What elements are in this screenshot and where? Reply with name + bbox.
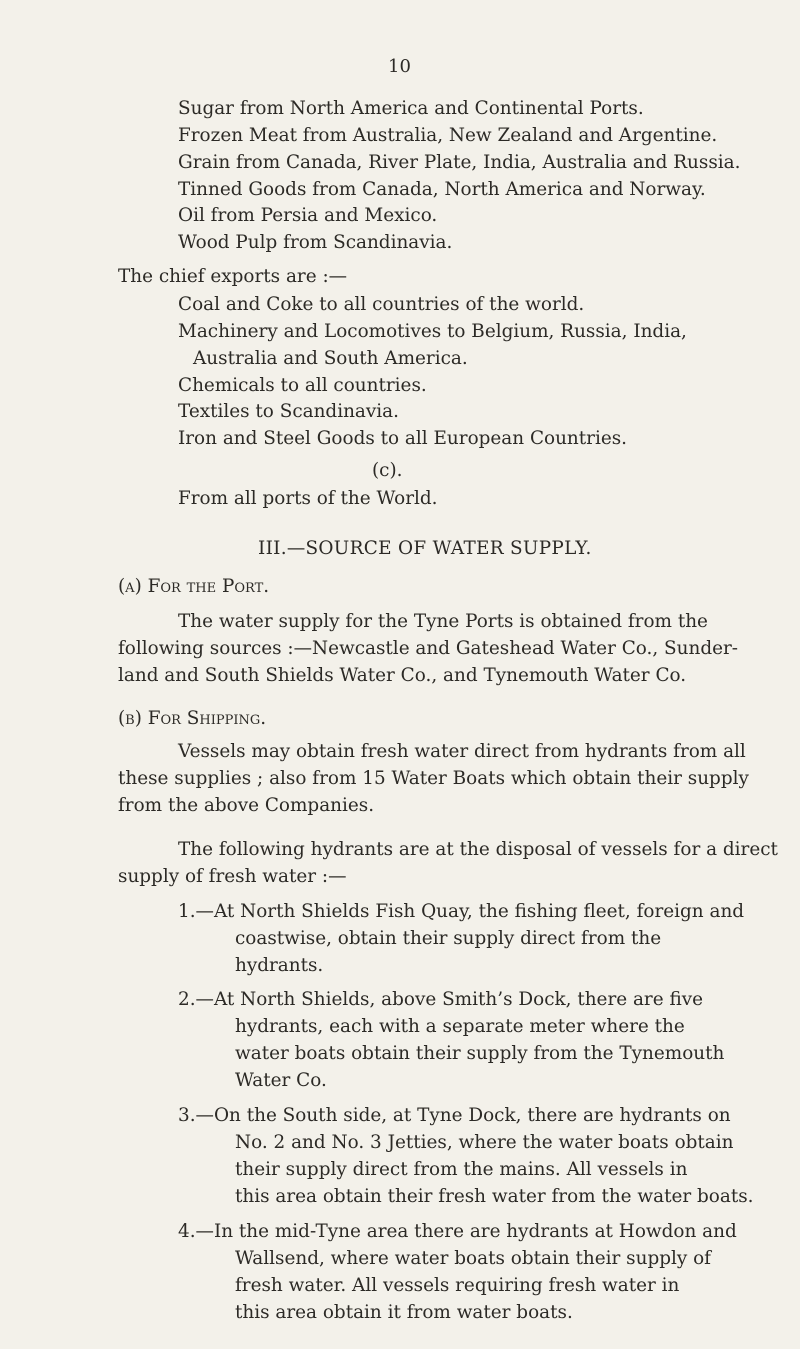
shipping-heading: (b) For Shipping. bbox=[118, 708, 267, 729]
hydrant-item bbox=[178, 903, 744, 921]
exports-line: Australia and South America. bbox=[193, 348, 468, 369]
hydrant-number: 1. bbox=[178, 901, 196, 922]
hydrant-text: their supply direct from the mains. All vessels in bbox=[235, 1159, 688, 1180]
imports-line: Sugar from North America and Continental Ports. bbox=[178, 98, 644, 119]
shipping-line: these supplies ; also from 15 Water Boats which obtain their supply bbox=[118, 768, 749, 789]
shipping-line: from the above Companies. bbox=[118, 795, 375, 816]
exports-line: Iron and Steel Goods to all European Countries. bbox=[178, 428, 628, 449]
imports-line: Frozen Meat from Australia, New Zealand and Argentine. bbox=[178, 125, 718, 146]
hydrant-text: Wallsend, where water boats obtain their supply of bbox=[235, 1248, 711, 1269]
port-line: following sources :—Newcastle and Gateshead Water Co., Sunder- bbox=[118, 638, 739, 659]
hydrant-text: —At North Shields, above Smith’s Dock, there are five bbox=[195, 989, 703, 1010]
hydrant-text: —At North Shields Fish Quay, the fishing fleet, foreign and bbox=[195, 901, 745, 922]
hydrant-text: hydrants. bbox=[235, 955, 324, 976]
shipping-line: Vessels may obtain fresh water direct from hydrants from all bbox=[178, 741, 746, 762]
hydrants-intro-line: supply of fresh water :— bbox=[118, 866, 347, 887]
hydrant-text: No. 2 and No. 3 Jetties, where the water boats obtain bbox=[235, 1132, 734, 1153]
hydrant-text: —In the mid-Tyne area there are hydrants at Howdon and bbox=[195, 1221, 737, 1242]
hydrant-text: this area obtain it from water boats. bbox=[235, 1302, 573, 1323]
section-heading: III.—SOURCE OF WATER SUPPLY. bbox=[258, 538, 592, 559]
hydrant-item bbox=[178, 991, 703, 1009]
port-line: land and South Shields Water Co., and Tynemouth Water Co. bbox=[118, 665, 687, 686]
hydrants-intro-line: The following hydrants are at the disposal of vessels for a direct bbox=[178, 839, 778, 860]
exports-line: Machinery and Locomotives to Belgium, Russia, India, bbox=[178, 321, 687, 342]
hydrant-text: fresh water. All vessels requiring fresh water in bbox=[235, 1275, 680, 1296]
exports-intro: The chief exports are :— bbox=[118, 266, 348, 287]
hydrant-text: Water Co. bbox=[235, 1070, 327, 1091]
hydrant-number: 2. bbox=[178, 989, 196, 1010]
imports-line: Tinned Goods from Canada, North America and Norway. bbox=[178, 179, 706, 200]
hydrant-text: water boats obtain their supply from the Tynemouth bbox=[235, 1043, 725, 1064]
section-c-label: (c). bbox=[372, 460, 403, 481]
imports-line: Wood Pulp from Scandinavia. bbox=[178, 232, 453, 253]
hydrant-item bbox=[178, 1223, 737, 1241]
imports-line: Grain from Canada, River Plate, India, Australia and Russia. bbox=[178, 152, 741, 173]
exports-line: Coal and Coke to all countries of the world. bbox=[178, 294, 585, 315]
hydrant-text: —On the South side, at Tyne Dock, there are hydrants on bbox=[195, 1105, 731, 1126]
port-line: The water supply for the Tyne Ports is obtained from the bbox=[178, 611, 708, 632]
port-heading: (a) For the Port. bbox=[118, 576, 270, 597]
hydrant-number: 4. bbox=[178, 1221, 196, 1242]
hydrant-number: 3. bbox=[178, 1105, 196, 1126]
exports-line: Textiles to Scandinavia. bbox=[178, 401, 399, 422]
imports-line: Oil from Persia and Mexico. bbox=[178, 205, 438, 226]
page-number: 10 bbox=[388, 56, 411, 77]
section-c-text: From all ports of the World. bbox=[178, 488, 438, 509]
hydrant-text: hydrants, each with a separate meter where the bbox=[235, 1016, 685, 1037]
exports-line: Chemicals to all countries. bbox=[178, 375, 427, 396]
hydrant-item bbox=[178, 1107, 731, 1125]
hydrant-text: this area obtain their fresh water from the water boats. bbox=[235, 1186, 754, 1207]
hydrant-text: coastwise, obtain their supply direct from the bbox=[235, 928, 662, 949]
